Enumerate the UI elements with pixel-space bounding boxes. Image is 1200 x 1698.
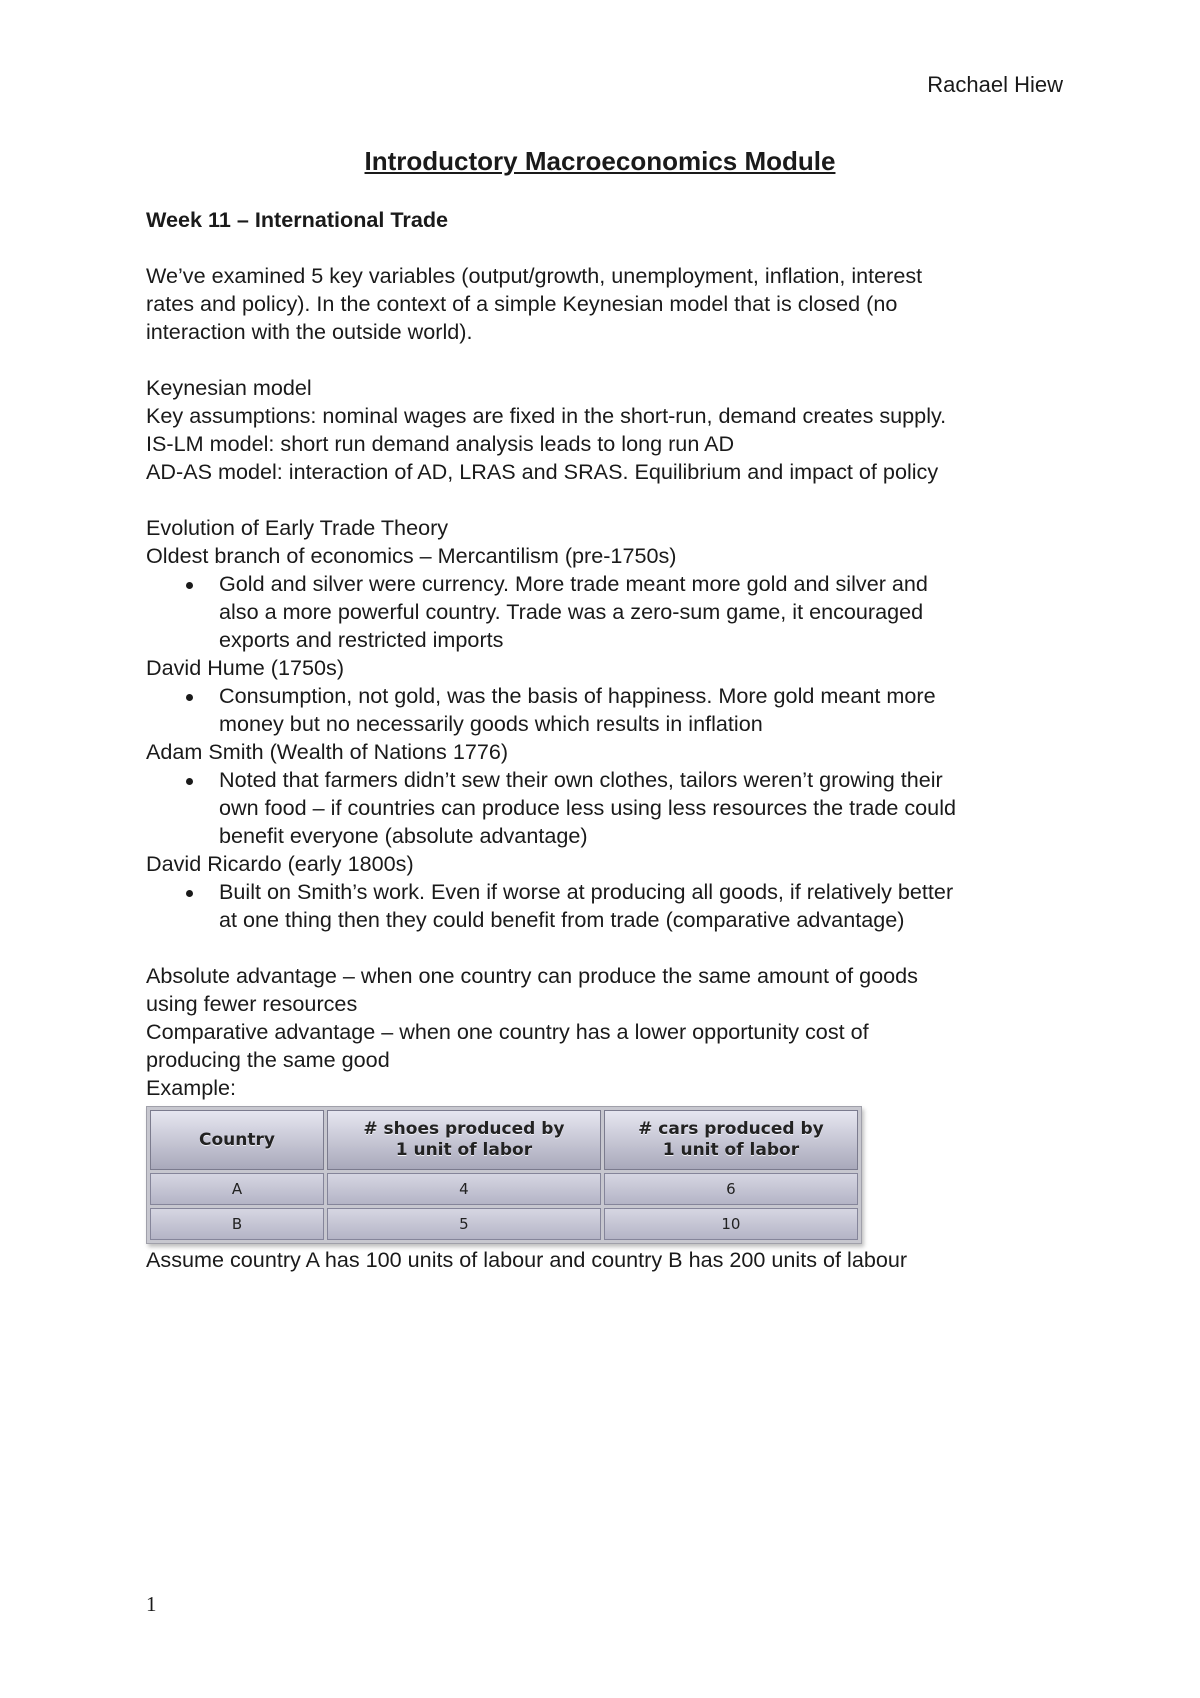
text-line: rates and policy). In the context of a simple Keynesian model that is closed (no	[146, 291, 898, 316]
text-line: at one thing then they could benefit from trade (comparative advantage)	[219, 907, 905, 932]
text-line: exports and restricted imports	[219, 627, 504, 652]
bullet-item	[146, 766, 1076, 850]
bullet-list	[146, 570, 1076, 654]
group-label: Oldest branch of economics – Mercantilism (pre-1750s)	[146, 543, 677, 568]
table-cell: 6	[604, 1173, 858, 1205]
keynesian-section	[146, 374, 1076, 486]
table-cell: B	[150, 1208, 324, 1240]
text-line: Built on Smith’s work. Even if worse at producing all goods, if relatively better	[219, 879, 954, 904]
assumption-text: Assume country A has 100 units of labour and country B has 200 units of labour	[146, 1247, 908, 1272]
author-name: Rachael Hiew	[927, 72, 1063, 97]
table-cell: 5	[327, 1208, 601, 1240]
text-line: IS-LM model: short run demand analysis leads to long run AD	[146, 431, 735, 456]
document-title: Introductory Macroeconomics Module	[364, 146, 836, 176]
page-number: 1	[146, 1592, 157, 1616]
bullet-item	[146, 878, 1076, 934]
text-line: benefit everyone (absolute advantage)	[219, 823, 588, 848]
table-cell: A	[150, 1173, 324, 1205]
table-cell: 10	[604, 1208, 858, 1240]
column-header-cars	[604, 1110, 858, 1170]
text-line: also a more powerful country. Trade was a zero-sum game, it encouraged	[219, 599, 924, 624]
header-text: Country	[199, 1129, 275, 1150]
evolution-section	[146, 514, 1076, 934]
text-line: Absolute advantage – when one country can produce the same amount of goods	[146, 963, 918, 988]
text-line: Noted that farmers didn’t sew their own clothes, tailors weren’t growing their	[219, 767, 943, 792]
bullet-list	[146, 682, 1076, 738]
header-text: # cars produced by	[638, 1119, 824, 1139]
group-label: David Hume (1750s)	[146, 655, 345, 680]
text-line: producing the same good	[146, 1047, 390, 1072]
text-line: AD-AS model: interaction of AD, LRAS and SRAS. Equilibrium and impact of policy	[146, 459, 939, 484]
text-line: Consumption, not gold, was the basis of happiness. More gold meant more	[219, 683, 936, 708]
text-line: Gold and silver were currency. More trade meant more gold and silver and	[219, 571, 928, 596]
column-header-shoes	[327, 1110, 601, 1170]
text-line: We’ve examined 5 key variables (output/growth, unemployment, inflation, interest	[146, 263, 923, 288]
column-header-country	[150, 1110, 324, 1170]
document-body	[146, 206, 1076, 1274]
example-table-wrapper	[146, 1106, 1076, 1244]
table-row	[150, 1208, 858, 1240]
section-heading: Evolution of Early Trade Theory	[146, 515, 449, 540]
example-label: Example:	[146, 1075, 237, 1100]
bullet-list	[146, 878, 1076, 934]
production-table	[146, 1106, 862, 1244]
intro-paragraph	[146, 262, 1076, 346]
bullet-item	[146, 570, 1076, 654]
section-heading: Keynesian model	[146, 375, 312, 400]
text-line: own food – if countries can produce less using less resources the trade could	[219, 795, 957, 820]
text-line: money but no necessarily goods which results in inflation	[219, 711, 763, 736]
table-header-row	[150, 1110, 858, 1170]
group-label: David Ricardo (early 1800s)	[146, 851, 414, 876]
text-line: Key assumptions: nominal wages are fixed in the short-run, demand creates supply.	[146, 403, 947, 428]
bullet-item	[146, 682, 1076, 738]
header-text: # shoes produced by	[363, 1119, 565, 1139]
bullet-list	[146, 766, 1076, 850]
text-line: interaction with the outside world).	[146, 319, 473, 344]
table-row	[150, 1173, 858, 1205]
text-line: Comparative advantage – when one country has a lower opportunity cost of	[146, 1019, 869, 1044]
header-text: 1 unit of labor	[662, 1140, 800, 1160]
header-text: 1 unit of labor	[395, 1140, 533, 1160]
table-cell: 4	[327, 1173, 601, 1205]
definitions-section	[146, 962, 1076, 1102]
text-line: using fewer resources	[146, 991, 358, 1016]
group-label: Adam Smith (Wealth of Nations 1776)	[146, 739, 509, 764]
week-heading: Week 11 – International Trade	[146, 207, 449, 232]
